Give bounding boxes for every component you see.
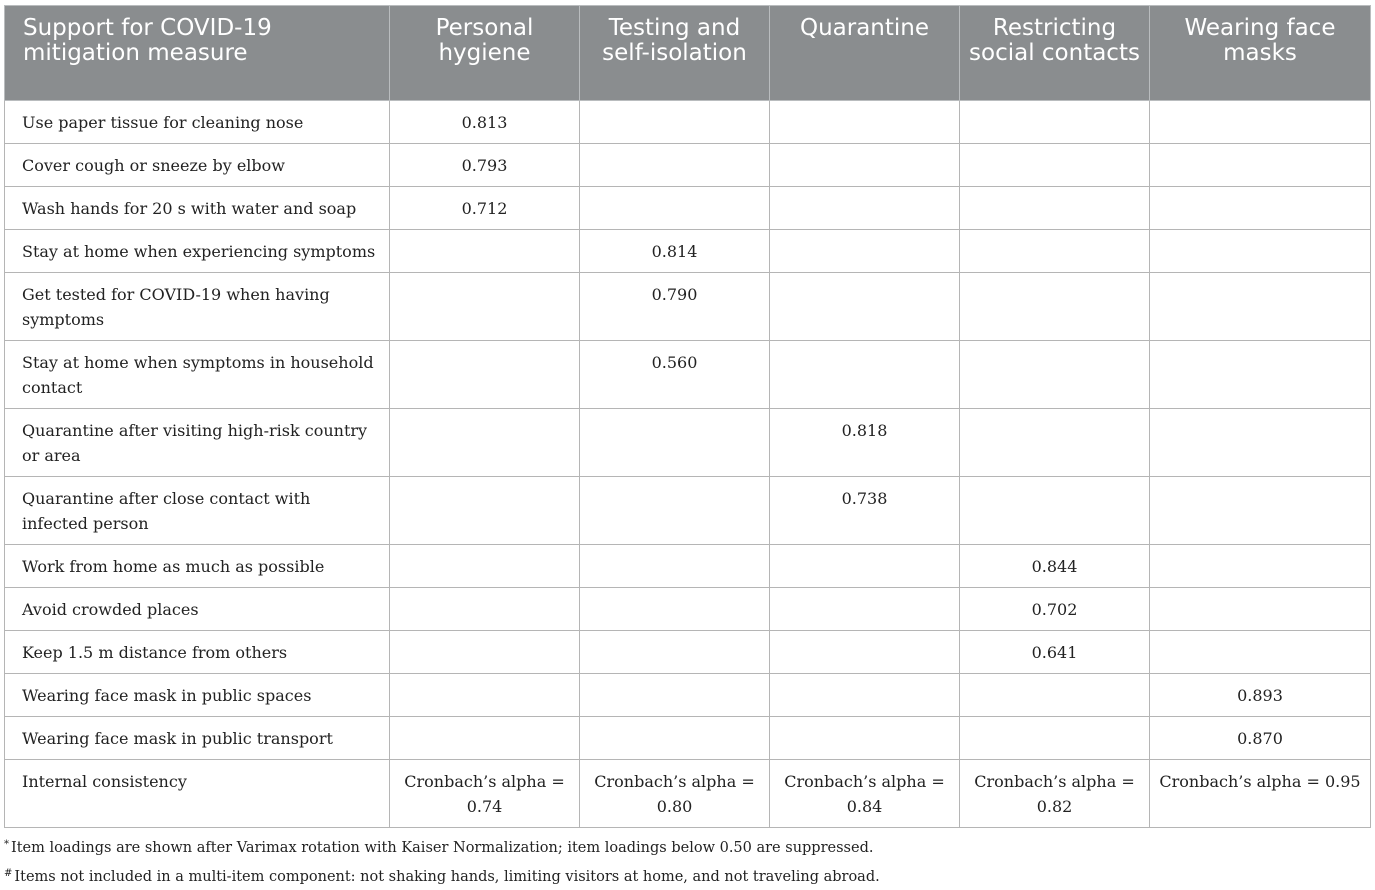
loading-cell <box>1150 101 1371 144</box>
column-header-quarantine: Quarantine <box>770 6 960 101</box>
loading-cell <box>390 230 580 273</box>
row-label: Keep 1.5 m distance from others <box>5 631 390 674</box>
loading-cell <box>1150 273 1371 341</box>
loading-cell <box>580 187 770 230</box>
loading-cell: 0.712 <box>390 187 580 230</box>
loading-cell <box>960 717 1150 760</box>
loading-cell: 0.844 <box>960 545 1150 588</box>
loading-cell <box>1150 409 1371 477</box>
factor-loadings-table <box>4 5 1371 828</box>
loading-cell: Cronbach’s alpha = 0.80 <box>580 760 770 828</box>
loading-cell <box>1150 588 1371 631</box>
loading-cell <box>390 409 580 477</box>
loading-cell <box>770 717 960 760</box>
loading-cell <box>1150 230 1371 273</box>
loading-cell: Cronbach’s alpha = 0.74 <box>390 760 580 828</box>
table-row <box>5 717 1371 760</box>
loading-cell: 0.893 <box>1150 674 1371 717</box>
loading-cell: 0.702 <box>960 588 1150 631</box>
table-row <box>5 477 1371 545</box>
loading-cell <box>390 717 580 760</box>
loading-cell <box>770 674 960 717</box>
row-label: Quarantine after visiting high-risk country or area <box>5 409 390 477</box>
loading-cell <box>960 409 1150 477</box>
loading-cell <box>580 674 770 717</box>
loading-cell <box>580 477 770 545</box>
column-header-face-masks: Wearing face masks <box>1150 6 1371 101</box>
table-row <box>5 588 1371 631</box>
loading-cell: 0.738 <box>770 477 960 545</box>
loading-cell <box>580 588 770 631</box>
loading-cell <box>770 101 960 144</box>
loading-cell <box>1150 187 1371 230</box>
loading-cell <box>390 588 580 631</box>
table-row <box>5 545 1371 588</box>
loading-cell <box>770 545 960 588</box>
loading-cell <box>960 144 1150 187</box>
row-label: Get tested for COVID-19 when having symptoms <box>5 273 390 341</box>
row-label: Stay at home when symptoms in household contact <box>5 341 390 409</box>
loading-cell <box>390 273 580 341</box>
footnote <box>4 832 880 861</box>
table-row <box>5 187 1371 230</box>
loading-cell <box>960 101 1150 144</box>
column-header-personal-hygiene: Personal hygiene <box>390 6 580 101</box>
row-label: Internal consistency <box>5 760 390 828</box>
loading-cell <box>1150 477 1371 545</box>
loading-cell <box>770 144 960 187</box>
footnote <box>4 861 880 890</box>
loading-cell <box>1150 631 1371 674</box>
loading-cell <box>580 545 770 588</box>
column-header-restricting-contacts: Restricting social contacts <box>960 6 1150 101</box>
footnote-text: Items not included in a multi-item component: not shaking hands, limiting visitors at home, and not traveling abroad. <box>14 869 880 885</box>
row-label: Wearing face mask in public spaces <box>5 674 390 717</box>
table-container <box>4 5 1370 828</box>
loading-cell: 0.818 <box>770 409 960 477</box>
loading-cell <box>580 101 770 144</box>
loading-cell <box>770 341 960 409</box>
footnote-mark: # <box>4 868 13 879</box>
loading-cell <box>580 409 770 477</box>
loading-cell <box>960 273 1150 341</box>
table-row <box>5 144 1371 187</box>
column-header-measure: Support for COVID-19 mitigation measure <box>5 6 390 101</box>
loading-cell <box>770 230 960 273</box>
loading-cell <box>770 273 960 341</box>
table-row <box>5 760 1371 828</box>
table-row <box>5 101 1371 144</box>
loading-cell <box>580 631 770 674</box>
loading-cell <box>1150 341 1371 409</box>
row-label: Quarantine after close contact with infected person <box>5 477 390 545</box>
loading-cell <box>390 341 580 409</box>
loading-cell: Cronbach’s alpha = 0.95 <box>1150 760 1371 828</box>
loading-cell <box>960 187 1150 230</box>
loading-cell <box>390 631 580 674</box>
loading-cell: Cronbach’s alpha = 0.82 <box>960 760 1150 828</box>
loading-cell: 0.870 <box>1150 717 1371 760</box>
loading-cell <box>960 477 1150 545</box>
table-row <box>5 631 1371 674</box>
loading-cell: 0.793 <box>390 144 580 187</box>
row-label: Stay at home when experiencing symptoms <box>5 230 390 273</box>
header-row <box>5 6 1371 101</box>
footnote-text: Item loadings are shown after Varimax rotation with Kaiser Normalization; item loadings below 0.50 are suppressed. <box>11 840 874 856</box>
table-row <box>5 341 1371 409</box>
row-label: Wearing face mask in public transport <box>5 717 390 760</box>
loading-cell <box>1150 144 1371 187</box>
loading-cell: 0.790 <box>580 273 770 341</box>
footnote-mark: * <box>4 839 9 850</box>
loading-cell <box>580 144 770 187</box>
loading-cell <box>770 631 960 674</box>
loading-cell <box>960 230 1150 273</box>
footnotes <box>4 832 880 890</box>
row-label: Work from home as much as possible <box>5 545 390 588</box>
loading-cell: Cronbach’s alpha = 0.84 <box>770 760 960 828</box>
row-label: Avoid crowded places <box>5 588 390 631</box>
table-row <box>5 230 1371 273</box>
loading-cell: 0.814 <box>580 230 770 273</box>
row-label: Use paper tissue for cleaning nose <box>5 101 390 144</box>
loading-cell <box>770 588 960 631</box>
loading-cell: 0.641 <box>960 631 1150 674</box>
table-row <box>5 409 1371 477</box>
loading-cell <box>960 341 1150 409</box>
loading-cell: 0.560 <box>580 341 770 409</box>
loading-cell <box>1150 545 1371 588</box>
table-row <box>5 674 1371 717</box>
row-label: Cover cough or sneeze by elbow <box>5 144 390 187</box>
loading-cell <box>390 545 580 588</box>
table-row <box>5 273 1371 341</box>
loading-cell <box>390 477 580 545</box>
loading-cell <box>390 674 580 717</box>
loading-cell <box>770 187 960 230</box>
loading-cell <box>960 674 1150 717</box>
row-label: Wash hands for 20 s with water and soap <box>5 187 390 230</box>
loading-cell: 0.813 <box>390 101 580 144</box>
column-header-testing: Testing and self-isolation <box>580 6 770 101</box>
loading-cell <box>580 717 770 760</box>
